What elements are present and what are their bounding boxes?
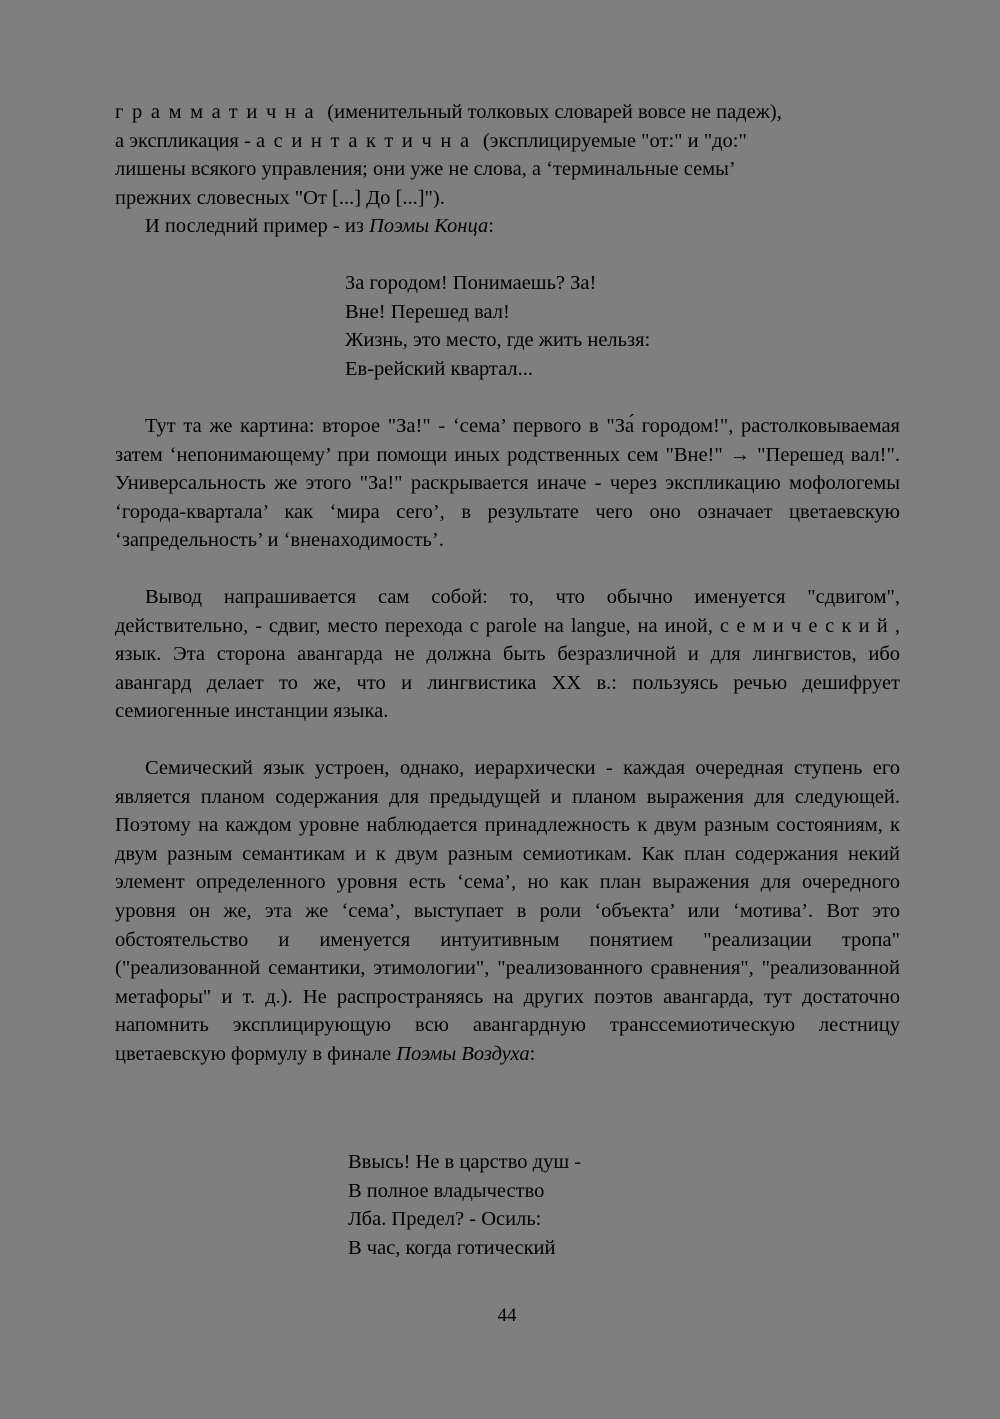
spaced-word: асинтактична bbox=[255, 129, 478, 152]
verse-line: Вне! Перешед вал! bbox=[345, 300, 510, 323]
verse-line: Лба. Предел? - Осиль: bbox=[348, 1208, 542, 1231]
paragraph-4: Вывод напрашивается сам собой: то, что обычно именуется "сдвигом", действительно, - сдвиг, место перехода с parole на langue, на иной, семический, язык. Эта сторона авангарда не должна быть безразличной и для лингвистов, ибо авангард делает то же, что и лингвистика XX в.: пользуясь речью дешифрует семиогенные инстанции языка. bbox=[115, 586, 900, 723]
verse-line: В полное владычество bbox=[348, 1179, 545, 1202]
verse-line: Ввысь! Не в царство душ - bbox=[348, 1151, 582, 1173]
paragraph-3: Тут та же картина: второе "За!" - ‘сема’ первого в "За́ городом!", растолковываемая затем ‘непонимающему’ при помощи иных родственных сем "Вне!" → "Перешед вал!". Универсальность же этого "За!" раскрывается иначе - через экспликацию мофологемы ‘города-квартала’ как ‘мира сего’, в результате чего оно означает цветаевскую ‘запредельность’ и ‘вненаходимость’. bbox=[115, 415, 900, 552]
page-number: 44 bbox=[497, 1305, 517, 1326]
verse-line: Жизнь, это место, где жить нельзя: bbox=[345, 329, 651, 352]
verse-line: В час, когда готический bbox=[348, 1236, 556, 1259]
verse-line: За городом! Понимаешь? За! bbox=[345, 272, 597, 294]
paragraph-1: грамматична (именительный толковых словарей вовсе не падеж), а экспликация - асинтактична (эксплицируемые "от:" и "до:" лишены всякого управления; они уже не слова, а ‘терминальные семы’ прежних словесных "От [...] До [...]"). bbox=[115, 101, 782, 209]
verse-line: Ев-рейский квартал... bbox=[345, 357, 534, 380]
verse-2 bbox=[348, 1148, 581, 1262]
spaced-word: семический bbox=[719, 614, 895, 637]
poem-title: Поэмы Воздуха bbox=[396, 1042, 530, 1065]
poem-title: Поэмы Конца bbox=[369, 215, 489, 237]
paragraph-2: И последний пример - из Поэмы Конца: bbox=[145, 215, 494, 237]
verse-1 bbox=[345, 269, 650, 383]
spaced-word: грамматична bbox=[115, 101, 323, 123]
paragraph-5: Семический язык устроен, однако, иерархически - каждая очередная ступень его является планом содержания для предыдущей и планом выражения для следующей. Поэтому на каждом уровне наблюдается принадлежность к двум разным состояниям, к двум разным семантикам и к двум разным семиотикам. Как план содержания некий элемент определенного уровня есть ‘сема’, но как план выражения для очередного уровня он же, эта же ‘сема’, выступает в роли ‘объекта’ или ‘мотива’. Вот это обстоятельство и именуется интуитивным понятием "реализации тропа" ("реализованной семантики, этимологии", "реализованного сравнения", "реализованной метафоры" и т. д.). Не распространяясь на других поэтов авангарда, тут достаточно напомнить эксплицирующую всю авангардную транссемиотическую лестницу цветаевскую формулу в финале Поэмы Воздуха: bbox=[115, 757, 900, 1065]
